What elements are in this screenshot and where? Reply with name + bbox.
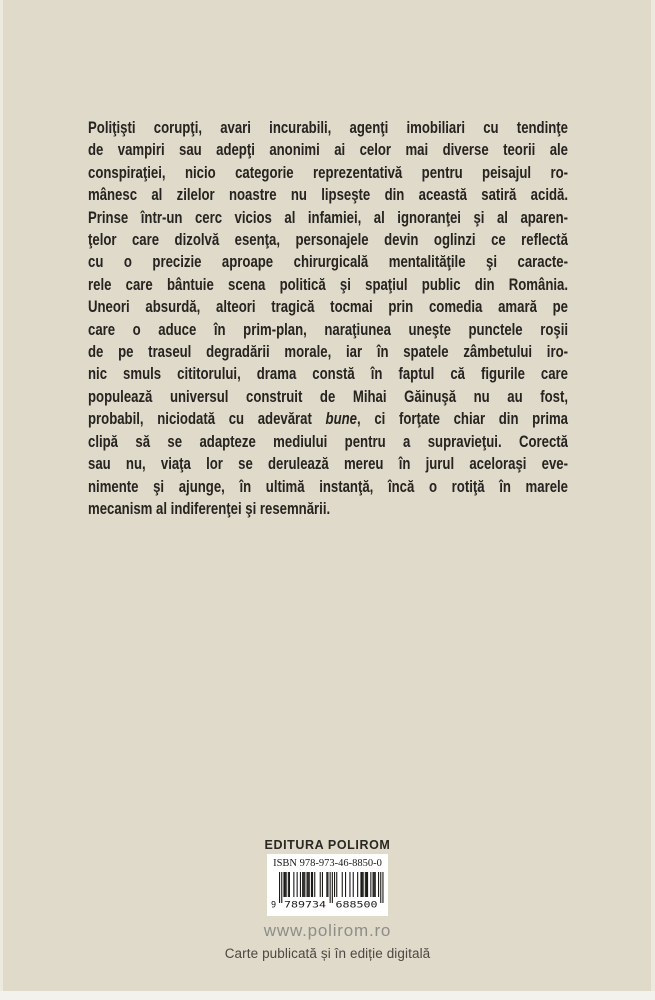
svg-text:9: 9	[271, 900, 277, 910]
blurb-line: Prinse într-un cerc vicios al infamiei, al ignoranţei şi al aparen-	[88, 207, 569, 227]
publisher-website: www.polirom.ro	[263, 921, 392, 940]
blurb-line: mânesc al zilelor noastre nu lipseşte din această satiră acidă.	[88, 185, 569, 205]
blurb-line: sau nu, viaţa lor se derulează mereu în jurul aceloraşi eve-	[88, 454, 569, 474]
blurb-line: de vampiri sau adepţi anonimi ai celor mai diverse teorii ale	[88, 140, 569, 160]
blurb-line: ţelor care dizolvă esenţa, personajele devin oglinzi ce reflectă	[88, 230, 569, 250]
blurb-line: mecanism al indiferenţei şi resemnării.	[88, 498, 331, 518]
blurb-line: clipă să se adapteze mediului pentru a supravieţui. Corectă	[88, 431, 569, 451]
blurb-paragraph	[88, 117, 568, 520]
svg-text:789734: 789734	[284, 900, 326, 910]
blurb-line: cu o precizie aproape chirurgicală mentalităţile şi caracte-	[88, 252, 569, 272]
blurb-line: nimente şi ajunge, în ultimă instanţă, încă o rotiţă în marele	[88, 476, 569, 496]
blurb-line: Uneori absurdă, alteori tragică tocmai prin comedia amară pe	[88, 297, 569, 317]
isbn-barcode	[267, 872, 388, 910]
publisher-block	[0, 838, 655, 962]
blurb-line: nic smuls cititorului, drama constă în faptul că figurile care	[88, 364, 569, 384]
blurb-line: de pe traseul degradării morale, iar în spatele zâmbetului iro-	[88, 342, 569, 362]
blurb-line: rele care bântuie scena politică şi spaţiul public din România.	[88, 274, 569, 294]
blurb-line: probabil, niciodată cu adevărat bune, ci forţate chiar din prima	[88, 409, 569, 429]
publisher-name: EDITURA POLIROM	[264, 838, 391, 852]
cover-bottom-edge	[0, 991, 655, 1000]
isbn-text: ISBN 978-973-46-8850-0	[273, 858, 382, 869]
isbn-box	[267, 854, 388, 916]
digital-edition-note: Carte publicată și în ediție digitală	[224, 946, 431, 961]
blurb-line: Poliţişti corupţi, avari incurabili, agenţi imobiliari cu tendinţe	[88, 118, 569, 137]
svg-text:688500: 688500	[335, 900, 378, 910]
blurb-line: populează universul construit de Mihai Găinuşă nu au fost,	[88, 386, 569, 406]
blurb-line: care o aduce în prim-plan, naraţiunea uneşte punctele roşii	[88, 319, 569, 339]
blurb-line: conspiraţiei, nicio categorie reprezentativă pentru peisajul ro-	[88, 162, 569, 182]
